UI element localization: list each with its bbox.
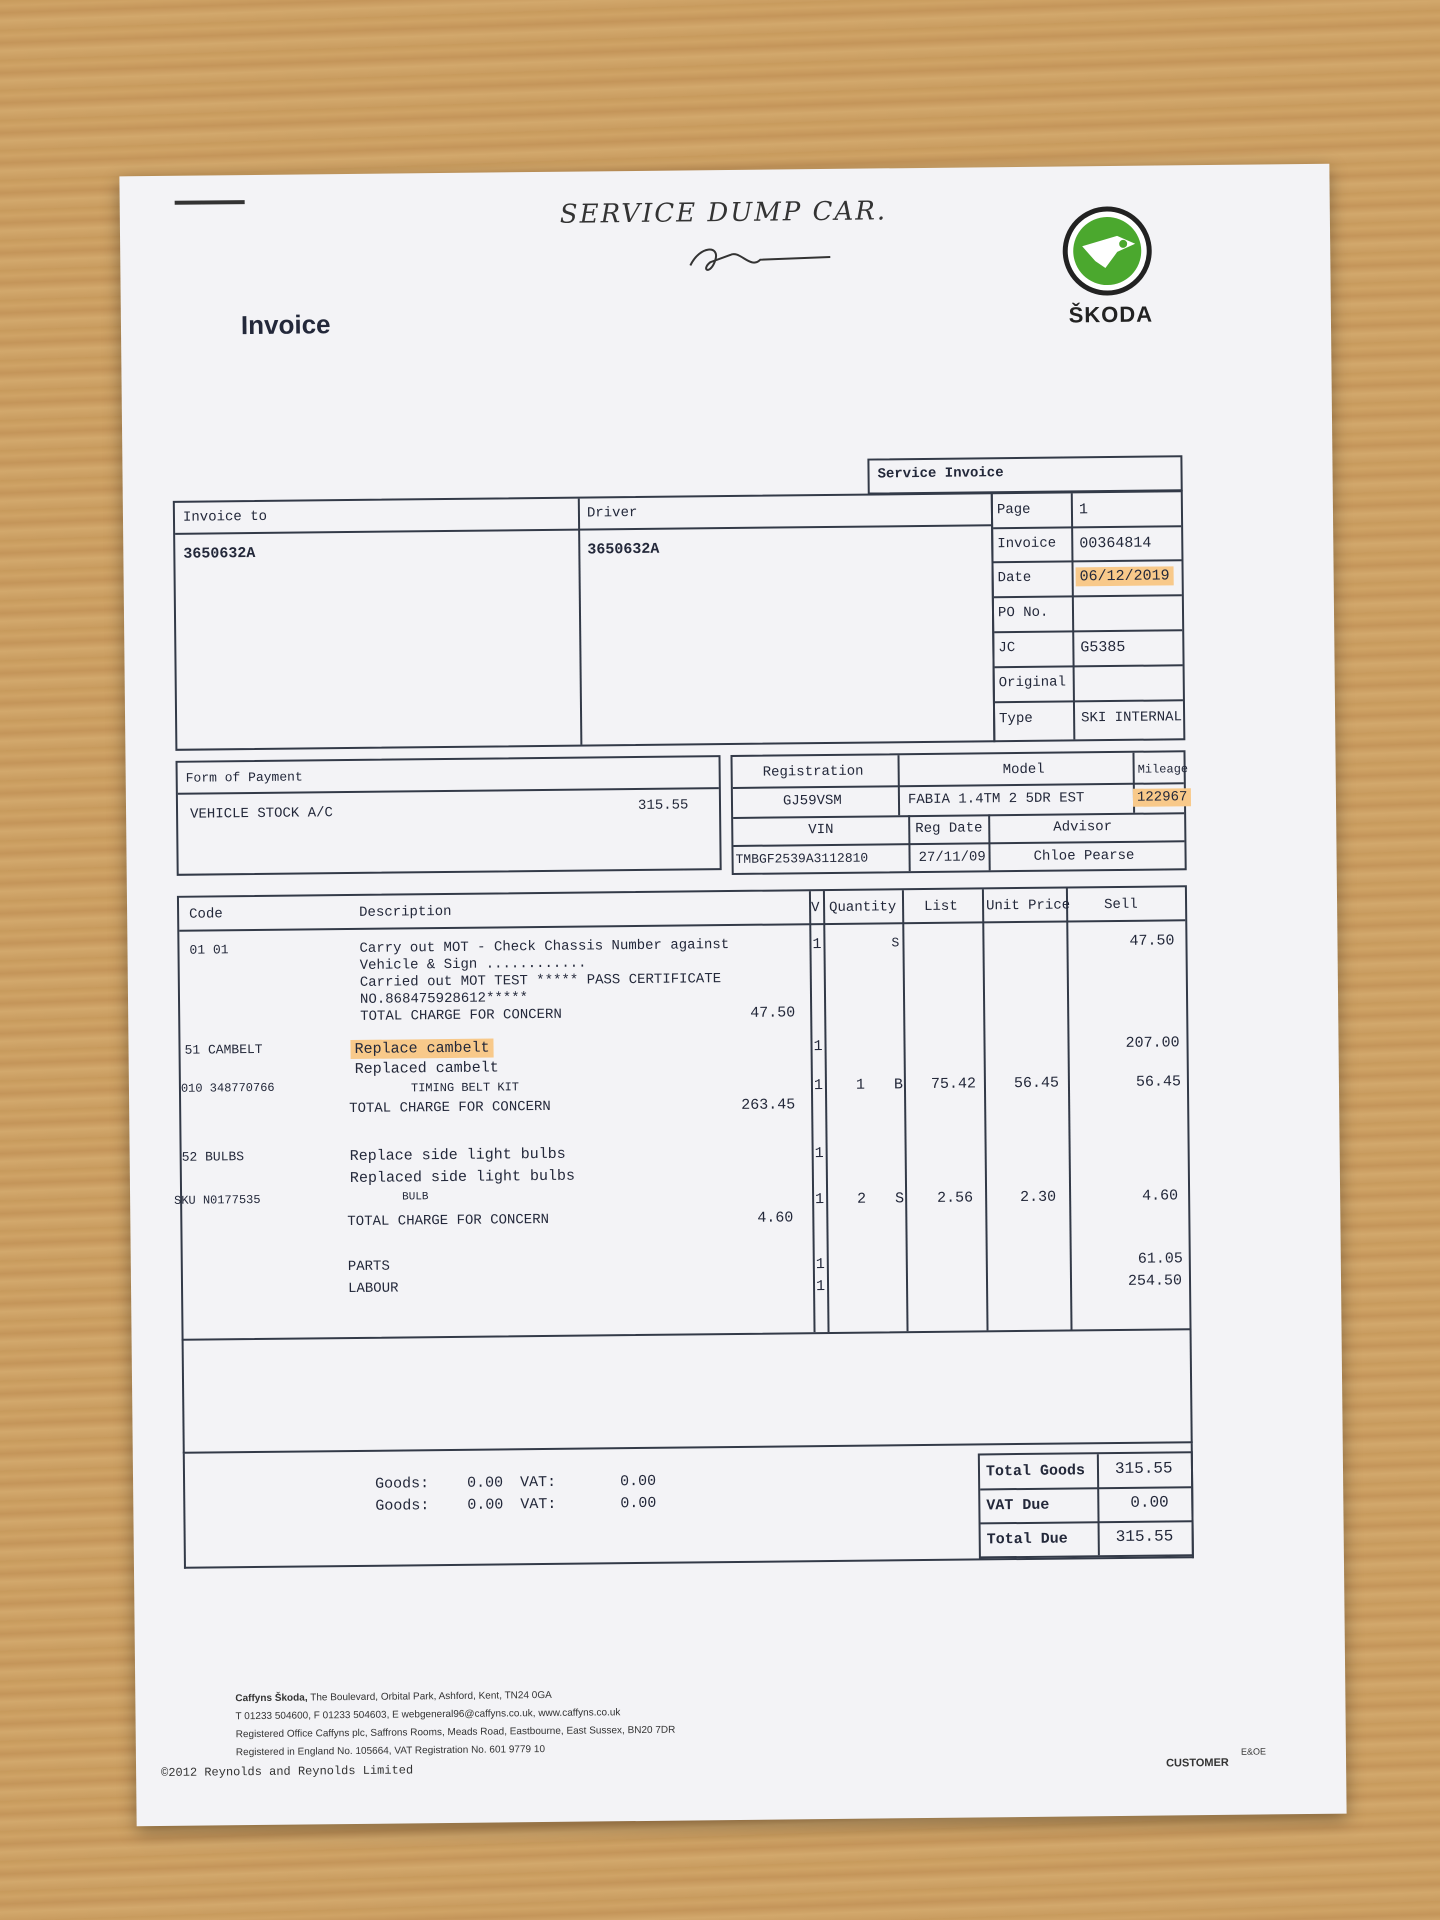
header-dash (175, 200, 245, 205)
part-code: SKU N0177535 (174, 1192, 261, 1208)
parts-sell: 61.05 (1137, 1250, 1183, 1268)
registration-value: GJ59VSM (782, 792, 842, 810)
part-qty: 2 (857, 1190, 867, 1208)
address-block (173, 492, 996, 751)
col-v: V (811, 900, 820, 917)
copy-code: E&OE (1240, 1746, 1267, 1757)
parts-label: PARTS (347, 1258, 390, 1276)
meta-date-value: 06/12/2019 (1076, 566, 1174, 586)
driver-value: 3650632A (587, 540, 660, 559)
vat-analysis (183, 1443, 1194, 1569)
line-desc: Replace side light bulbs (349, 1145, 566, 1166)
meta-jc-label: JC (998, 640, 1016, 657)
line-v: 1 (813, 1038, 823, 1056)
payment-amount: 315.55 (637, 797, 689, 814)
meta-date-label: Date (997, 569, 1032, 587)
footer-contact: T 01233 504600, F 01233 504603, E webgeneral96@caffyns.co.uk, www.caffyns.co.uk (235, 1707, 621, 1723)
skoda-logo-icon (1057, 206, 1158, 297)
vat-goods-value: 0.00 (467, 1474, 504, 1492)
line-desc: Replaced side light bulbs (349, 1167, 576, 1188)
meta-original-label: Original (998, 674, 1067, 692)
mileage-label: Mileage (1137, 762, 1189, 777)
vat-vat-value: 0.00 (620, 1494, 657, 1513)
line-total-label: TOTAL CHARGE FOR CONCERN (360, 1006, 562, 1025)
vat-vat-value: 0.00 (620, 1472, 657, 1491)
line-code: 01 01 (189, 942, 229, 958)
total-due-label: Total Due (986, 1530, 1068, 1549)
total-goods-value: 315.55 (1114, 1459, 1173, 1479)
col-code: Code (189, 906, 223, 923)
line-qty: S (891, 935, 900, 951)
footer-registered: Registered Office Caffyns plc, Saffrons Rooms, Meads Road, Eastbourne, East Sussex, BN20 7DR (235, 1724, 676, 1741)
items-table (174, 885, 1192, 1341)
invoice-to-value: 3650632A (183, 544, 256, 563)
notes-area (182, 1328, 1193, 1454)
line-desc: Carried out MOT TEST ***** PASS CERTIFICATE (359, 971, 722, 991)
vat-due-label: VAT Due (986, 1496, 1050, 1515)
payment-method: VEHICLE STOCK A/C (189, 805, 333, 823)
handwritten-note: SERVICE DUMP CAR. (559, 196, 888, 230)
regdate-value: 27/11/09 (918, 849, 986, 867)
part-flag: S (895, 1190, 905, 1208)
meta-type-label: Type (999, 710, 1033, 728)
line-desc: Carry out MOT - Check Chassis Number against (359, 937, 730, 957)
meta-jc-value: G5385 (1080, 638, 1126, 657)
part-code: 010 348770766 (180, 1080, 275, 1096)
registration-label: Registration (762, 763, 864, 781)
part-unit-price: 2.30 (1020, 1188, 1057, 1207)
meta-page-label: Page (996, 501, 1031, 519)
part-flag: B (893, 1076, 904, 1094)
payment-label: Form of Payment (185, 769, 303, 786)
labour-v: 1 (815, 1278, 826, 1296)
totals-box (978, 1451, 1194, 1558)
line-v: 1 (812, 936, 822, 954)
meta-type-value: SKI INTERNAL (1081, 709, 1183, 727)
service-invoice-tab (867, 455, 1182, 494)
footer-company: Caffyns Škoda, (235, 1692, 308, 1705)
part-list: 2.56 (937, 1189, 974, 1207)
line-total-label: TOTAL CHARGE FOR CONCERN (349, 1098, 551, 1118)
part-list: 75.42 (930, 1075, 977, 1093)
invoice-paper (119, 164, 1346, 1827)
footer-copyright: ©2012 Reynolds and Reynolds Limited (161, 1763, 414, 1781)
page-title: Invoice (240, 309, 331, 341)
vat-vat-label: VAT: (520, 1473, 557, 1492)
labour-label: LABOUR (347, 1280, 399, 1298)
line-total-value: 263.45 (741, 1096, 796, 1114)
part-qty: 1 (855, 1076, 866, 1094)
meta-invoice-value: 00364814 (1079, 534, 1152, 553)
advisor-label: Advisor (1053, 819, 1113, 836)
col-quantity: Quantity (829, 899, 897, 916)
footer-regno: Registered in England No. 105664, VAT Registration No. 601 9779 10 (235, 1744, 546, 1759)
brand-name: ŠKODA (1068, 301, 1154, 328)
line-v: 1 (814, 1145, 824, 1163)
part-desc: BULB (402, 1191, 429, 1204)
vat-vat-label: VAT: (520, 1495, 557, 1514)
col-description: Description (359, 903, 452, 921)
meta-table (991, 490, 1186, 742)
part-desc: TIMING BELT KIT (410, 1080, 520, 1096)
vat-goods-label: Goods: (375, 1497, 430, 1515)
line-total-label: TOTAL CHARGE FOR CONCERN (347, 1211, 550, 1231)
total-due-value: 315.55 (1115, 1527, 1174, 1547)
line-total-value: 4.60 (757, 1209, 794, 1227)
meta-po-label: PO No. (997, 604, 1049, 622)
part-v: 1 (813, 1077, 824, 1095)
model-value: FABIA 1.4TM 2 5DR EST (907, 790, 1085, 809)
line-code: 51 CAMBELT (184, 1041, 263, 1058)
vat-goods-value: 0.00 (467, 1496, 504, 1514)
part-unit-price: 56.45 (1013, 1074, 1060, 1093)
part-v: 1 (815, 1191, 825, 1209)
regdate-label: Reg Date (915, 820, 983, 838)
line-sell: 47.50 (1129, 932, 1175, 950)
line-code: 52 BULBS (181, 1149, 245, 1165)
part-sell: 4.60 (1142, 1187, 1179, 1205)
line-sell: 207.00 (1125, 1034, 1180, 1052)
col-list: List (924, 898, 958, 915)
line-desc-highlighted: Replace cambelt (350, 1039, 493, 1059)
part-sell: 56.45 (1135, 1073, 1182, 1091)
parts-v: 1 (815, 1256, 825, 1274)
driver-label: Driver (586, 504, 638, 522)
vat-goods-label: Goods: (375, 1475, 430, 1493)
advisor-value: Chloe Pearse (1033, 847, 1135, 865)
labour-sell: 254.50 (1127, 1272, 1183, 1290)
service-invoice-label: Service Invoice (877, 465, 1004, 483)
model-label: Model (1002, 761, 1045, 779)
line-desc: Replaced cambelt (354, 1059, 499, 1078)
meta-page-value: 1 (1078, 501, 1089, 519)
payment-block (176, 755, 722, 876)
meta-invoice-label: Invoice (997, 535, 1057, 553)
invoice-to-label: Invoice to (182, 508, 268, 526)
footer-address: The Boulevard, Orbital Park, Ashford, Kent, TN24 0GA (310, 1689, 552, 1704)
vehicle-block (730, 750, 1189, 875)
vat-due-value: 0.00 (1130, 1493, 1169, 1512)
line-total-value: 47.50 (750, 1004, 796, 1022)
vin-label: VIN (808, 821, 834, 839)
copy-label: CUSTOMER (1166, 1756, 1229, 1770)
signature (680, 239, 840, 281)
total-goods-label: Total Goods (985, 1462, 1086, 1481)
col-sell: Sell (1103, 896, 1138, 914)
col-unit-price: Unit Price (986, 897, 1071, 915)
line-desc: NO.868475928612***** (359, 990, 529, 1008)
line-desc: Vehicle & Sign ............ (359, 955, 587, 974)
mileage-value: 122967 (1133, 788, 1192, 807)
skoda-logo (1055, 205, 1166, 326)
vin-value: TMBGF2539A3112810 (735, 850, 869, 867)
